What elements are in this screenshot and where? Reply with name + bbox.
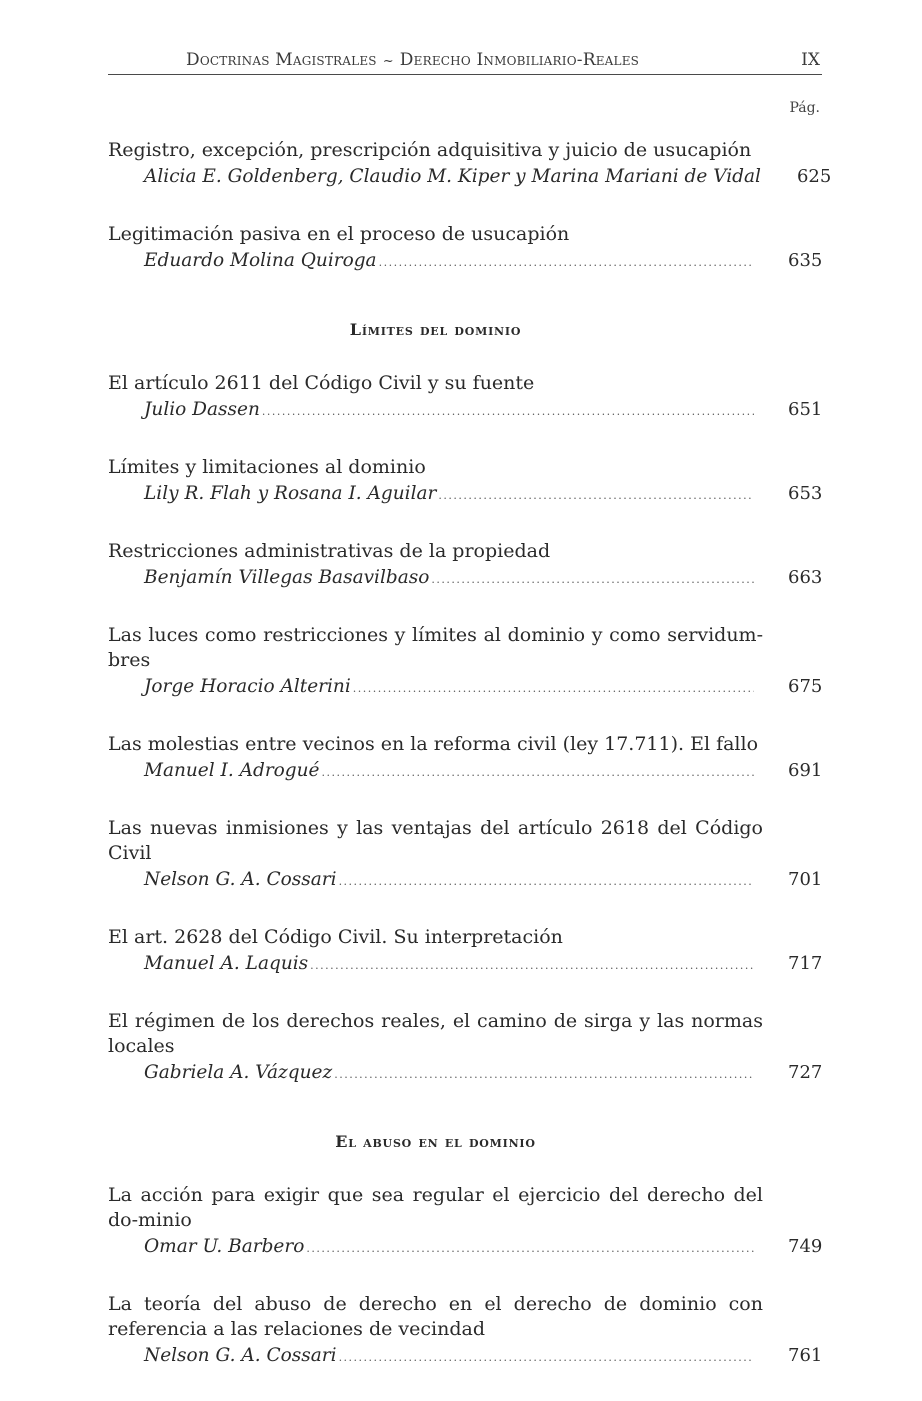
entry-author: Julio Dassen xyxy=(144,399,260,420)
entry-author: Manuel A. Laquis xyxy=(144,953,309,974)
entry-title: La acción para exigir que sea regular el ejercicio del derecho del do-minio xyxy=(108,1184,763,1231)
entry-page-number: 663 xyxy=(788,567,823,588)
toc-entry xyxy=(108,1009,822,1088)
toc-entry xyxy=(108,1183,822,1262)
toc-entry xyxy=(108,1292,822,1371)
entry-author: Manuel I. Adrogué xyxy=(144,760,320,781)
entry-author: Omar U. Barbero xyxy=(144,1236,305,1257)
entry-author-row xyxy=(108,867,822,895)
toc-entry xyxy=(108,816,822,895)
dot-leader xyxy=(306,1236,754,1262)
entry-title: El régimen de los derechos reales, el camino de sirga y las normas locales xyxy=(108,1010,763,1057)
entry-page-number: 761 xyxy=(788,1345,823,1366)
entry-page-number: 651 xyxy=(788,399,823,420)
dot-leader xyxy=(339,869,754,895)
toc-entry xyxy=(108,455,822,509)
entry-page-number: 691 xyxy=(788,760,823,781)
entry-author-row xyxy=(108,164,832,192)
entry-page-number: 749 xyxy=(788,1236,823,1257)
entry-title: Las molestias entre vecinos en la reforma civil (ley 17.711). El fallo xyxy=(108,733,759,755)
entry-author: Nelson G. A. Cossari xyxy=(144,869,337,890)
running-head xyxy=(108,44,822,75)
entry-page-number: 727 xyxy=(788,1062,823,1083)
entry-title: Legitimación pasiva en el proceso de usucapión xyxy=(108,223,570,245)
section-heading: El abuso en el dominio xyxy=(335,1132,536,1151)
table-of-contents xyxy=(108,138,832,1401)
entry-title: El art. 2628 del Código Civil. Su interpretación xyxy=(108,926,563,948)
running-head-title-right: Derecho Inmobiliario-Reales xyxy=(399,50,640,70)
dot-leader xyxy=(262,399,754,425)
entry-author: Gabriela A. Vázquez xyxy=(144,1062,333,1083)
dot-leader xyxy=(431,567,754,593)
dot-leader xyxy=(353,676,754,702)
toc-entry xyxy=(108,539,822,593)
entry-title: Registro, excepción, prescripción adquisitiva y juicio de usucapión xyxy=(108,139,752,161)
toc-entry xyxy=(108,732,822,786)
entry-author-row xyxy=(108,1343,822,1371)
toc-entry xyxy=(108,371,822,425)
dot-leader xyxy=(322,760,754,786)
toc-entry xyxy=(108,925,822,979)
entry-author-row xyxy=(108,758,822,786)
dot-leader xyxy=(379,250,754,276)
section-heading: Límites del dominio xyxy=(349,320,522,339)
toc-entry xyxy=(108,138,832,192)
toc-entry xyxy=(108,623,822,702)
running-head-title-left: Doctrinas Magistrales xyxy=(186,50,377,70)
entry-author: Jorge Horacio Alterini xyxy=(144,676,351,697)
entry-author-row xyxy=(108,397,822,425)
dot-leader xyxy=(334,1062,754,1088)
entry-author-row xyxy=(108,481,822,509)
entry-author-row xyxy=(108,248,822,276)
dot-leader xyxy=(438,483,754,509)
entry-author: Lily R. Flah y Rosana I. Aguilar xyxy=(144,483,437,504)
entry-title: Restricciones administrativas de la propiedad xyxy=(108,540,551,562)
page-folio: IX xyxy=(801,50,820,70)
page-column-label: Pág. xyxy=(789,100,820,116)
entry-author-row xyxy=(108,1060,822,1088)
entry-page-number: 717 xyxy=(788,953,823,974)
entry-author-row xyxy=(108,951,822,979)
entry-title: El artículo 2611 del Código Civil y su fuente xyxy=(108,372,535,394)
entry-author-row xyxy=(108,1234,822,1262)
entry-page-number: 635 xyxy=(788,250,823,271)
entry-author: Eduardo Molina Quiroga xyxy=(144,250,377,271)
running-head-separator: ~ xyxy=(382,54,394,69)
book-page xyxy=(108,0,832,1384)
entry-page-number: 701 xyxy=(788,869,823,890)
entry-page-number: 625 xyxy=(796,166,832,187)
entry-title: Las luces como restricciones y límites al dominio y como servidum-bres xyxy=(108,624,763,671)
dot-leader xyxy=(339,1345,754,1371)
dot-leader xyxy=(310,953,754,979)
entry-title: Las nuevas inmisiones y las ventajas del artículo 2618 del Código Civil xyxy=(108,817,763,864)
running-head-title xyxy=(186,50,639,70)
entry-page-number: 653 xyxy=(788,483,823,504)
entry-author-row xyxy=(108,565,822,593)
entry-title: La teoría del abuso de derecho en el derecho de dominio con referencia a las relaciones de vecindad xyxy=(108,1293,763,1340)
entry-author: Nelson G. A. Cossari xyxy=(144,1345,337,1366)
toc-entry xyxy=(108,222,822,276)
entry-author: Alicia E. Goldenberg, Claudio M. Kiper y Marina Mariani de Vidal xyxy=(144,166,761,187)
entry-page-number: 675 xyxy=(788,676,823,697)
entry-author: Benjamín Villegas Basavilbaso xyxy=(144,567,430,588)
entry-author-row xyxy=(108,674,822,702)
entry-title: Límites y limitaciones al dominio xyxy=(108,456,426,478)
